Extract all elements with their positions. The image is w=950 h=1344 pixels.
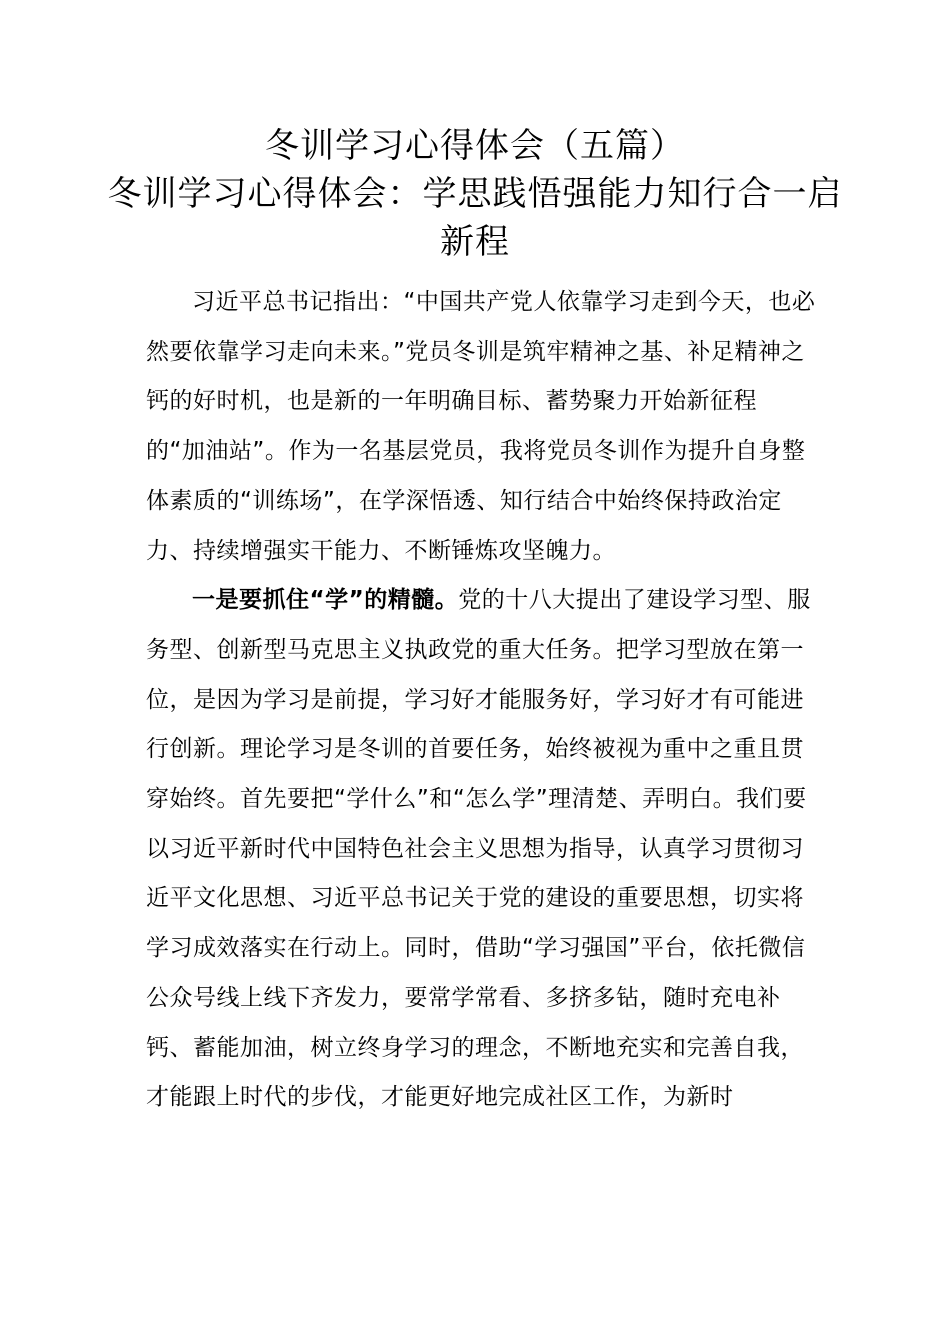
- paragraph-text: 习近平总书记指出：“中国共产党人依靠学习走到今天，也必然要依靠学习走向未来。”党员冬训是筑牢精神之基、补足精神之钙的好时机，也是新的一年明确目标、蓄势聚力开始新征程的“加油站”。作为一名基层党员，我将党员冬训作为提升自身整体素质的“训练场”，在学深悟透、知行结合中始终保持政治定力、持续增强实干能力、不断锤炼攻坚魄力。: [146, 289, 816, 564]
- paragraph-point-one: [146, 576, 816, 1123]
- paragraph-lead: 一是要抓住“学”的精髓。: [192, 587, 459, 614]
- document-title: 冬训学习心得体会（五篇）: [265, 126, 685, 166]
- document-body: [146, 278, 816, 1123]
- article-title: 冬训学习心得体会：学思践悟强能力知行合一启新程: [107, 174, 843, 262]
- paragraph-text: 党的十八大提出了建设学习型、服务型、创新型马克思主义执政党的重大任务。把学习型放在第一位，是因为学习是前提，学习好才能服务好，学习好才有可能进行创新。理论学习是冬训的首要任务，始终被视为重中之重且贯穿始终。首先要把“学什么”和“怎么学”理清楚、弄明白。我们要以习近平新时代中国特色社会主义思想为指导，认真学习贯彻习近平文化思想、习近平总书记关于党的建设的重要思想，切实将学习成效落实在行动上。同时，借助“学习强国”平台，依托微信公众号线上线下齐发力，要常学常看、多挤多钻，随时充电补钙、蓄能加油，树立终身学习的理念，不断地充实和完善自我，才能跟上时代的步伐，才能更好地完成社区工作，为新时: [146, 587, 811, 1111]
- paragraph-intro: [146, 278, 816, 576]
- title-block: [100, 122, 850, 266]
